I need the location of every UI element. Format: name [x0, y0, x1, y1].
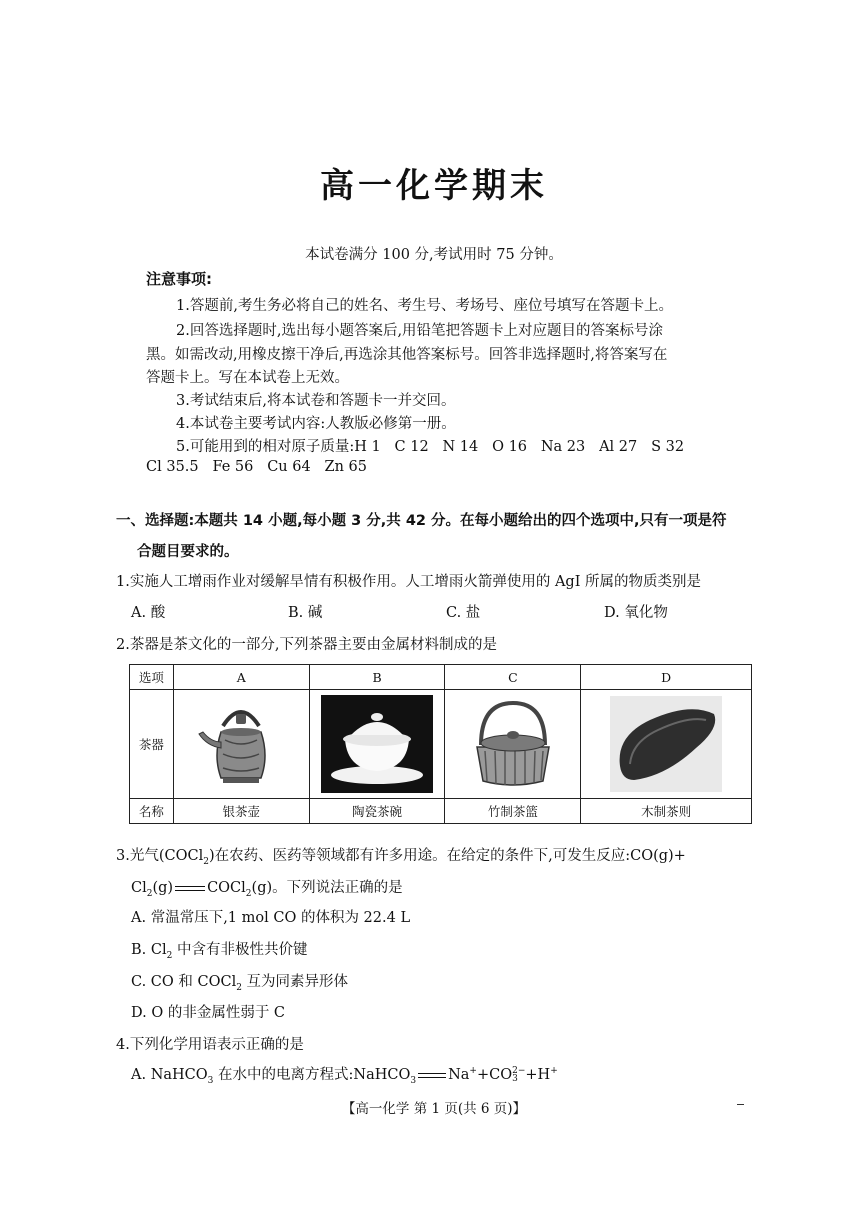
q1-option-d: D. 氧化物 — [604, 605, 668, 621]
page-title: 高一化学期末 — [320, 166, 548, 206]
section-heading-cont: 合题目要求的。 — [137, 544, 239, 560]
column-c: C — [445, 665, 581, 690]
name-d: 木制茶则 — [581, 799, 752, 824]
page-footer: 【高一化学 第 1 页(共 6 页)】 — [341, 1101, 527, 1117]
q3-option-b: B. $Cl_2$ 中含有非极性共价键 — [131, 942, 308, 961]
question-3-stem: 3.光气(COCl$_2$)在农药、医药等领域都有许多用途。在给定的条件下,可发生反应:CO(g)+ — [116, 848, 686, 867]
notice-item: 答题卡上。写在本试卷上无效。 — [146, 370, 349, 386]
q3-option-c: C. CO 和 COCl$_2$ 互为同素异形体 — [131, 974, 349, 993]
q1-option-c: C. 盐 — [446, 605, 481, 621]
column-b: B — [309, 665, 445, 690]
divider — [737, 1104, 744, 1105]
question-1-stem: 1.实施人工增雨作业对缓解旱情有积极作用。人工增雨火箭弹使用的 AgI 所属的物质类别是 — [116, 574, 702, 590]
notice-item: 黑。如需改动,用橡皮擦干净后,再选涂其他答案标号。回答非选择题时,将答案写在 — [146, 347, 668, 363]
notice-item: 2.回答选择题时,选出每小题答案后,用铅笔把答题卡上对应题目的答案标号涂 — [176, 323, 664, 339]
notice-item: 3.考试结束后,将本试卷和答题卡一并交回。 — [176, 393, 456, 409]
notice-item: 1.答题前,考生务必将自己的姓名、考生号、考场号、座位号填写在答题卡上。 — [176, 298, 673, 314]
question-3-equation: $Cl_2(g)$ COCl$_2$(g)。下列说法正确的是 — [131, 880, 403, 899]
q1-option-b: B. 碱 — [288, 605, 323, 621]
notice-heading: 注意事项: — [146, 270, 212, 288]
wooden-scoop-image — [610, 696, 722, 792]
row-label-option: 选项 — [130, 665, 174, 690]
notice-item: 5.可能用到的相对原子质量:H 1 C 12 N 14 O 16 Na 23 Al 27 S 32 — [176, 439, 685, 455]
column-a: A — [173, 665, 309, 690]
question-4-stem: 4.下列化学用语表示正确的是 — [116, 1037, 304, 1053]
name-a: 银茶壶 — [173, 799, 309, 824]
column-d: D — [581, 665, 752, 690]
q3-option-a: A. 常温常压下,1 mol CO 的体积为 22.4 L — [131, 910, 411, 926]
q4-option-a: A. NaHCO$_3$ 在水中的电离方程式:NaHCO$_3$ Na++CO 2− 3 +H+ — [131, 1066, 558, 1086]
row-label-name: 名称 — [130, 799, 174, 824]
silver-teapot-image — [193, 696, 289, 792]
notice-item: Cl 35.5 Fe 56 Cu 64 Zn 65 — [146, 459, 367, 475]
bamboo-basket-image — [465, 695, 561, 793]
tea-ware-table — [129, 664, 752, 824]
section-heading: 一、选择题:本题共 14 小题,每小题 3 分,共 42 分。在每小题给出的四个选项中,只有一项是符 — [116, 513, 727, 529]
row-label-teaware: 茶器 — [130, 690, 174, 799]
q1-option-a: A. 酸 — [131, 605, 166, 621]
name-c: 竹制茶篮 — [445, 799, 581, 824]
q3-option-d: D. O 的非金属性弱于 C — [131, 1005, 286, 1021]
question-2-stem: 2.茶器是茶文化的一部分,下列茶器主要由金属材料制成的是 — [116, 637, 497, 653]
porcelain-bowl-image — [321, 695, 433, 793]
name-b: 陶瓷茶碗 — [309, 799, 445, 824]
notice-item: 4.本试卷主要考试内容:人教版必修第一册。 — [176, 416, 456, 432]
exam-info: 本试卷满分 100 分,考试用时 75 分钟。 — [305, 247, 563, 263]
